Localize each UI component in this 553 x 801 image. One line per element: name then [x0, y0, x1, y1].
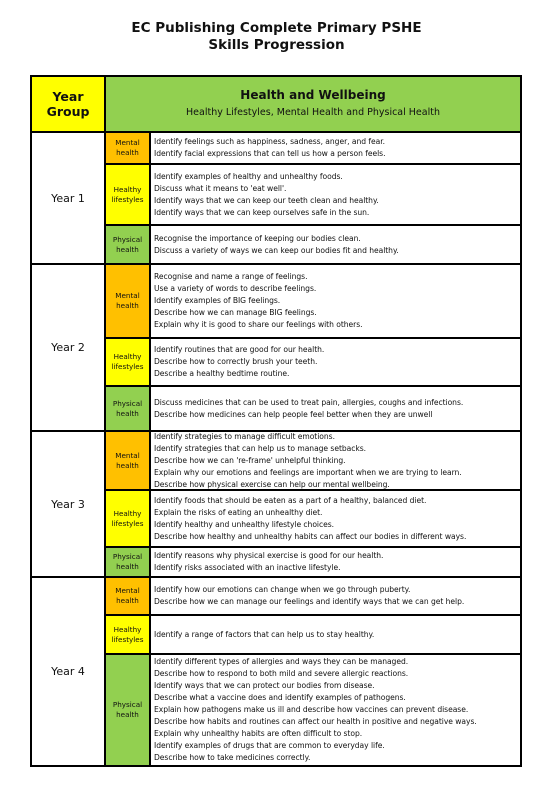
skill-statement: Describe how we can manage BIG feelings. [154, 308, 317, 317]
skill-statement: Recognise and name a range of feelings. [154, 272, 308, 281]
skill-statement: Describe a healthy bedtime routine. [154, 369, 290, 378]
skill-statement: Identify different types of allergies and ways they can be managed. [154, 657, 409, 666]
category-label-line-1: Physical [112, 234, 143, 244]
subject-title: Health and Wellbeing [240, 88, 386, 102]
skill-statement: Identify ways that we can protect our bodies from disease. [154, 681, 375, 690]
skill-statement: Identify risks associated with an inactive lifestyle. [154, 563, 341, 572]
skill-statement: Discuss a variety of ways we can keep our bodies fit and healthy. [154, 245, 399, 255]
skill-statement: Describe how to respond to both mild and severe allergic reactions. [154, 669, 409, 678]
category-label-line-1: Physical [112, 700, 143, 709]
category-healthy-lifestyles [106, 616, 149, 653]
category-label-line-1: Mental [115, 138, 140, 147]
title-line-2: Skills Progression [208, 37, 345, 53]
skill-statement: Describe how physical exercise can help our mental wellbeing. [154, 479, 390, 489]
skill-statement: Describe how habits and routines can affect our health in positive and negative ways. [154, 717, 477, 726]
category-label-line-1: Healthy [113, 624, 142, 634]
skills-cell [151, 578, 520, 614]
category-healthy-lifestyles [106, 339, 149, 385]
skill-statement: Identify ways that we can keep our teeth clean and healthy. [154, 195, 379, 205]
category-label-line-1: Healthy [113, 184, 142, 194]
skills-cell [151, 491, 520, 546]
category-mental-health [106, 133, 149, 163]
skill-statement: Explain why our emotions and feelings are important when we are trying to learn. [154, 467, 462, 477]
skill-statement: Discuss what it means to 'eat well'. [154, 183, 287, 193]
skills-cell [151, 616, 520, 653]
skills-table [30, 75, 522, 767]
skill-statement: Recognise the importance of keeping our bodies clean. [154, 233, 361, 243]
skill-statement: Use a variety of words to describe feelings. [154, 284, 317, 293]
category-label-line-2: lifestyles [111, 194, 144, 204]
skill-statement: Identify examples of drugs that are common to everyday life. [154, 741, 385, 750]
category-label-line-1: Healthy [113, 352, 142, 361]
category-label-line-2: health [116, 710, 139, 719]
skill-statement: Discuss medicines that can be used to treat pain, allergies, coughs and infections. [154, 397, 464, 407]
skill-statement: Describe how to take medicines correctly. [154, 753, 311, 762]
skill-statement: Identify strategies that can help us to manage setbacks. [154, 443, 366, 453]
skill-statement: Explain how pathogens make us ill and describe how vaccines can prevent disease. [154, 705, 469, 714]
category-physical-health [106, 655, 149, 765]
category-label-line-2: health [116, 301, 139, 310]
category-label-line-2: lifestyles [111, 634, 144, 644]
category-label-line-1: Physical [112, 552, 143, 561]
skills-cell [151, 165, 520, 224]
skill-statement: Identify healthy and unhealthy lifestyle choices. [154, 519, 334, 529]
year-group-header-line-2: Group [46, 104, 90, 119]
category-label-line-2: health [116, 596, 139, 605]
skill-statement: Describe how to correctly brush your teeth. [154, 357, 318, 366]
skills-cell [151, 432, 520, 489]
skill-statement: Identify strategies to manage difficult emotions. [154, 431, 335, 441]
skill-statement: Identify a range of factors that can help us to stay healthy. [154, 629, 375, 639]
skills-cell [151, 265, 520, 337]
skills-cell [151, 548, 520, 576]
category-physical-health [106, 226, 149, 263]
category-label-line-1: Mental [115, 586, 140, 595]
category-label-line-2: health [116, 148, 139, 157]
year-label: Year 4 [32, 578, 104, 765]
category-healthy-lifestyles [106, 491, 149, 546]
category-physical-health [106, 387, 149, 430]
category-label-line-2: health [116, 562, 139, 571]
year-group-header [32, 77, 104, 131]
category-mental-health [106, 578, 149, 614]
subject-subtitle: Healthy Lifestyles, Mental Health and Physical Health [186, 107, 440, 118]
category-label-line-2: lifestyles [111, 362, 144, 371]
skill-statement: Identify facial expressions that can tell us how a person feels. [154, 149, 386, 158]
year-label: Year 1 [32, 133, 104, 263]
skills-cell [151, 226, 520, 263]
skill-statement: Describe how we can 're-frame' unhelpful thinking. [154, 455, 346, 465]
year-label: Year 3 [32, 432, 104, 576]
category-mental-health [106, 265, 149, 337]
skill-statement: Identify examples of BIG feelings. [154, 296, 281, 305]
category-label-line-2: health [116, 460, 139, 470]
skill-statement: Identify examples of healthy and unhealthy foods. [154, 171, 343, 181]
skill-statement: Identify foods that should be eaten as a part of a healthy, balanced diet. [154, 495, 427, 505]
year-group-header-line-1: Year [52, 89, 84, 104]
skills-cell [151, 387, 520, 430]
category-physical-health [106, 548, 149, 576]
category-label-line-1: Physical [112, 398, 143, 408]
skill-statement: Identify feelings such as happiness, sadness, anger, and fear. [154, 137, 385, 146]
skill-statement: Identify reasons why physical exercise is good for our health. [154, 551, 384, 560]
category-label-line-1: Mental [115, 291, 140, 300]
category-label-line-1: Healthy [113, 508, 142, 518]
skill-statement: Identify routines that are good for our health. [154, 345, 325, 354]
page-title [0, 20, 553, 54]
year-label: Year 2 [32, 265, 104, 430]
skill-statement: Describe how medicines can help people feel better when they are unwell [154, 409, 433, 419]
skills-cell [151, 339, 520, 385]
category-healthy-lifestyles [106, 165, 149, 224]
skills-cell [151, 133, 520, 163]
category-label-line-1: Mental [115, 450, 140, 460]
category-label-line-2: health [116, 244, 139, 254]
category-mental-health [106, 432, 149, 489]
skill-statement: Explain why unhealthy habits are often difficult to stop. [154, 729, 363, 738]
category-label-line-2: lifestyles [111, 518, 144, 528]
category-label-line-2: health [116, 408, 139, 418]
skill-statement: Explain why it is good to share our feelings with others. [154, 320, 363, 329]
skills-cell [151, 655, 520, 765]
skill-statement: Identify how our emotions can change when we go through puberty. [154, 585, 411, 594]
subject-header [106, 77, 520, 131]
skill-statement: Describe how we can manage our feelings and identify ways that we can get help. [154, 597, 465, 606]
skill-statement: Identify ways that we can keep ourselves safe in the sun. [154, 207, 370, 217]
skill-statement: Describe what a vaccine does and identify examples of pathogens. [154, 693, 406, 702]
title-line-1: EC Publishing Complete Primary PSHE [131, 20, 422, 36]
skill-statement: Describe how healthy and unhealthy habits can affect our bodies in different ways. [154, 531, 467, 541]
skill-statement: Explain the risks of eating an unhealthy diet. [154, 507, 323, 517]
